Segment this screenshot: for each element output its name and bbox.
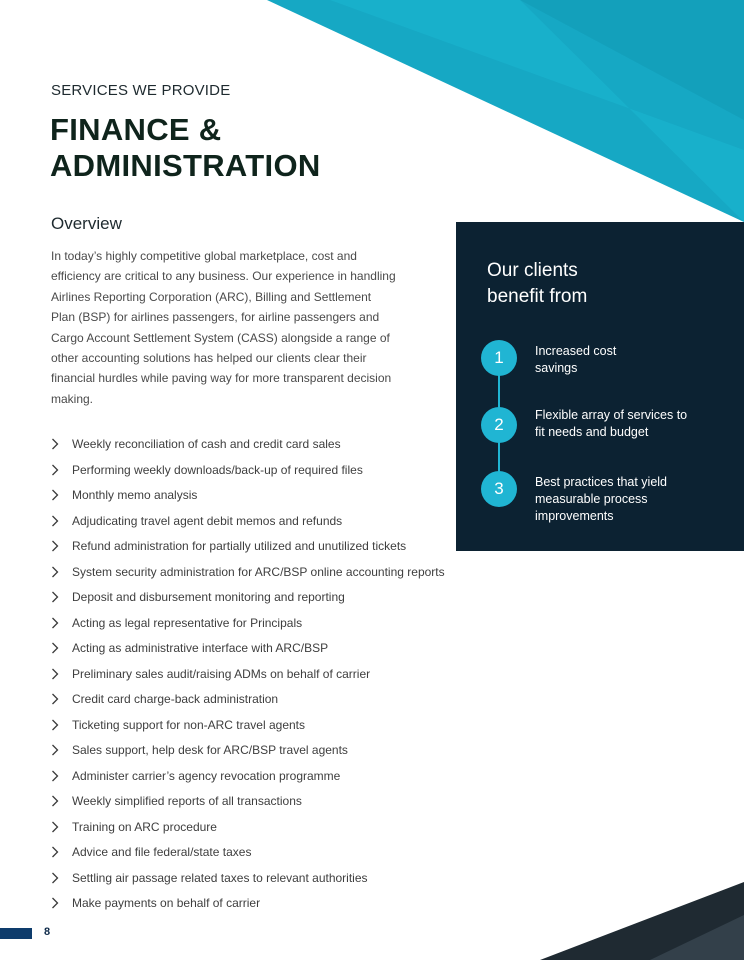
service-list-item-text: Acting as administrative interface with ARC/BSP <box>72 641 329 655</box>
chevron-right-icon <box>51 688 72 710</box>
page-title-line-2: ADMINISTRATION <box>50 148 321 183</box>
step-1-line-1: Increased cost <box>535 344 617 358</box>
chevron-right-icon <box>51 433 72 455</box>
step-2-line-1: Flexible array of services to <box>535 408 688 422</box>
service-list-item <box>51 433 445 459</box>
service-list-item <box>51 739 445 765</box>
chevron-right-icon <box>51 841 72 863</box>
service-list-item <box>51 688 445 714</box>
service-list-item <box>51 663 445 689</box>
chevron-right-icon <box>51 586 72 608</box>
chevron-right-icon <box>51 484 72 506</box>
overview-heading: Overview <box>51 214 122 233</box>
section-eyebrow: SERVICES WE PROVIDE <box>51 82 231 99</box>
service-list-item-text: Training on ARC procedure <box>72 819 217 834</box>
step-2-number: 2 <box>481 407 517 443</box>
footer-accent-bar <box>0 928 32 939</box>
step-3-line-2: measurable process <box>535 492 648 506</box>
overview-paragraph: In today’s highly competitive global marketplace, cost and efficiency are critical to any business. Our experience in handling Airlines Reporting Corporation (ARC), Billing and Settlement Plan (BSP) for airlines passengers, for airline passengers and Cargo Account Settlement System (CASS) alongside a range of other accounting solutions has helped our clients clear their financial hurdles while paving way for more transparent decision making. <box>51 249 396 406</box>
chevron-right-icon <box>51 867 72 889</box>
benefits-title <box>487 258 687 310</box>
service-list-item <box>51 561 445 587</box>
service-list-item <box>51 484 445 510</box>
benefits-panel <box>456 222 744 551</box>
service-list-item <box>51 816 445 842</box>
chevron-right-icon <box>51 892 72 914</box>
chevron-right-icon <box>51 714 72 736</box>
service-list-item-text: Refund administration for partially utilized and unutilized tickets <box>72 539 407 553</box>
chevron-right-icon <box>51 663 72 685</box>
chevron-right-icon <box>51 765 72 787</box>
service-list-item <box>51 892 445 918</box>
service-list-item-text: Settling air passage related taxes to relevant authorities <box>72 870 368 885</box>
step-3-text <box>535 474 715 525</box>
step-1-line-2: savings <box>535 361 578 375</box>
service-list-item <box>51 790 445 816</box>
page-title-line-1: FINANCE & <box>50 112 222 147</box>
service-list-item-text: Make payments on behalf of carrier <box>72 896 261 910</box>
service-list-item <box>51 765 445 791</box>
service-list-item-text: Performing weekly downloads/back-up of required files <box>72 462 363 477</box>
service-list-item <box>51 714 445 740</box>
service-list-item <box>51 612 445 638</box>
service-list-item <box>51 586 445 612</box>
step-3-number: 3 <box>481 471 517 507</box>
service-list-item-text: Weekly simplified reports of all transactions <box>72 794 302 808</box>
service-list-item <box>51 867 445 893</box>
chevron-right-icon <box>51 459 72 481</box>
benefits-title-line-1: Our clients <box>487 260 578 281</box>
service-list-item-text: Weekly reconciliation of cash and credit card sales <box>72 437 341 451</box>
services-list <box>51 433 445 918</box>
service-list-item <box>51 841 445 867</box>
service-list-item <box>51 637 445 663</box>
chevron-right-icon <box>51 510 72 532</box>
chevron-right-icon <box>51 739 72 761</box>
step-1-number: 1 <box>481 340 517 376</box>
service-list-item-text: Adjudicating travel agent debit memos and refunds <box>72 513 343 528</box>
service-list-item <box>51 510 445 536</box>
service-list-item-text: Monthly memo analysis <box>72 488 198 502</box>
page-number: 8 <box>44 926 51 938</box>
service-list-item-text: Deposit and disbursement monitoring and reporting <box>72 590 345 604</box>
service-list-item <box>51 535 445 561</box>
step-2-text <box>535 407 715 441</box>
service-list-item-text: Credit card charge-back administration <box>72 692 279 706</box>
step-3-line-3: improvements <box>535 509 614 523</box>
service-list-item-text: Ticketing support for non-ARC travel agents <box>72 717 305 732</box>
chevron-right-icon <box>51 637 72 659</box>
service-list-item-text: System security administration for ARC/BSP online accounting reports <box>72 564 445 579</box>
chevron-right-icon <box>51 790 72 812</box>
service-list-item-text: Acting as legal representative for Principals <box>72 615 303 630</box>
step-1-text <box>535 343 715 377</box>
chevron-right-icon <box>51 561 72 583</box>
chevron-right-icon <box>51 816 72 838</box>
page-title <box>50 112 321 184</box>
service-list-item-text: Advice and file federal/state taxes <box>72 845 252 859</box>
step-3-line-1: Best practices that yield <box>535 475 668 489</box>
step-2-line-2: fit needs and budget <box>535 425 649 439</box>
service-list-item-text: Sales support, help desk for ARC/BSP travel agents <box>72 743 348 757</box>
chevron-right-icon <box>51 535 72 557</box>
service-list-item <box>51 459 445 485</box>
benefits-title-line-2: benefit from <box>487 286 588 307</box>
chevron-right-icon <box>51 612 72 634</box>
service-list-item-text: Administer carrier’s agency revocation programme <box>72 768 341 783</box>
service-list-item-text: Preliminary sales audit/raising ADMs on behalf of carrier <box>72 666 371 681</box>
